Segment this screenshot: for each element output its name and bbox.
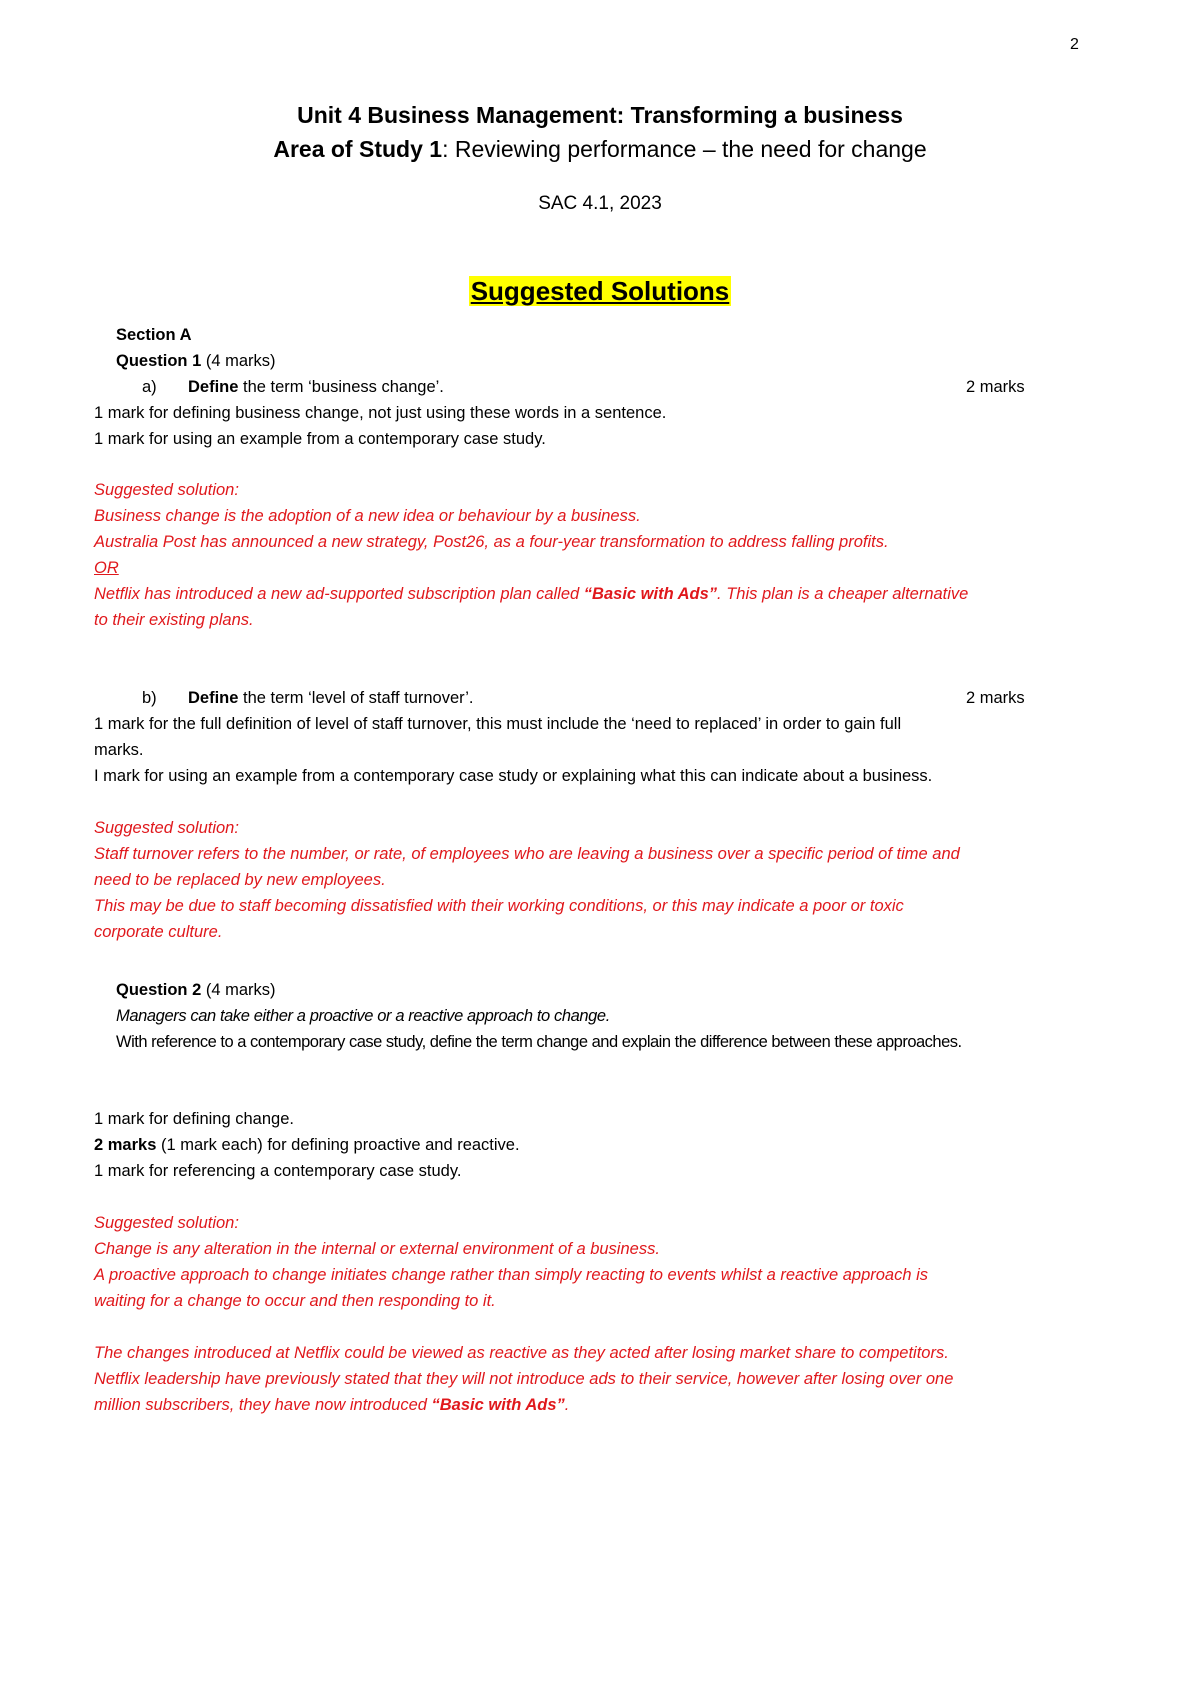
q2-prompt: With reference to a contemporary case study, define the term change and explain the difference between these approaches. (116, 1033, 962, 1051)
q2-criteria-2-bold: 2 marks (94, 1136, 157, 1154)
area-text: : Reviewing performance – the need for change (442, 136, 927, 162)
q2-prompt-italic: Managers can take either a proactive or a reactive approach to change. (116, 1007, 610, 1025)
q1a-marks: 2 marks (966, 378, 1025, 396)
q2-title: Question 2 (116, 981, 202, 999)
q1a-text: the term ‘business change’. (238, 378, 444, 396)
q2-solution-label: Suggested solution: (94, 1214, 239, 1232)
q2-netflix-1: The changes introduced at Netflix could be viewed as reactive as they acted after losing market share to competitors. (94, 1344, 949, 1362)
area-label: Area of Study 1 (273, 136, 443, 162)
q1a-verb: Define (188, 378, 239, 396)
q1a-netflix-bold: “Basic with Ads” (583, 585, 718, 603)
q1a-netflix-end: . This plan is a cheaper alternative (717, 585, 969, 603)
document-title: Unit 4 Business Management: Transforming a business (297, 102, 903, 128)
sac-label: SAC 4.1, 2023 (538, 193, 662, 214)
q2-criteria-3: 1 mark for referencing a contemporary case study. (94, 1162, 462, 1180)
q1b-solution-2: need to be replaced by new employees. (94, 871, 386, 889)
q2-solution-3: waiting for a change to occur and then responding to it. (94, 1292, 496, 1310)
q1b-marks: 2 marks (966, 689, 1025, 707)
q2-solution-1: Change is any alteration in the internal or external environment of a business. (94, 1240, 660, 1258)
q1a-label: a) (142, 378, 157, 396)
q1b-criteria-2: marks. (94, 741, 144, 759)
q1b-criteria-1: 1 mark for the full definition of level of staff turnover, this must include the ‘need to replaced’ in order to gain full (94, 715, 902, 733)
q2-last-bold: “Basic with Ads” (431, 1396, 565, 1414)
q1b-verb: Define (188, 689, 239, 707)
q1a-question (188, 374, 444, 400)
q1a-solution-label: Suggested solution: (94, 481, 239, 499)
area-of-study (0, 136, 1200, 163)
q1b-solution-1: Staff turnover refers to the number, or rate, of employees who are leaving a business over a specific period of time and (94, 845, 960, 863)
q1b-solution-4: corporate culture. (94, 923, 223, 941)
q2-last-end: . (564, 1396, 570, 1414)
q1b-solution-3: This may be due to staff becoming dissatisfied with their working conditions, or this may indicate a poor or toxic (94, 897, 904, 915)
q1b-text: the term ‘level of staff turnover’. (238, 689, 474, 707)
q2-criteria-2-rest: (1 mark each) for defining proactive and reactive. (156, 1136, 520, 1154)
q1b-criteria-3: I mark for using an example from a contemporary case study or explaining what this can indicate about a business. (94, 767, 933, 785)
q2-last-start: million subscribers, they have now introduced (94, 1396, 432, 1414)
section-a-heading: Section A (116, 326, 192, 344)
q1-heading (116, 348, 276, 374)
q2-solution-2: A proactive approach to change initiates change rather than simply reacting to events whilst a reactive approach is (94, 1266, 929, 1284)
q2-criteria-2 (94, 1132, 520, 1158)
q1a-netflix-start: Netflix has introduced a new ad-supported subscription plan called (94, 585, 584, 603)
q1-title: Question 1 (116, 352, 202, 370)
q1a-netflix-line2: to their existing plans. (94, 611, 254, 629)
q1a-or: OR (94, 559, 119, 577)
q1a-criteria-1: 1 mark for defining business change, not just using these words in a sentence. (94, 404, 667, 422)
q1a-criteria-2: 1 mark for using an example from a contemporary case study. (94, 430, 546, 448)
q2-netflix-2: Netflix leadership have previously stated that they will not introduce ads to their service, however after losing over one (94, 1370, 954, 1388)
q1b-label: b) (142, 689, 157, 707)
q2-criteria-1: 1 mark for defining change. (94, 1110, 294, 1128)
page-number: 2 (1070, 36, 1079, 53)
q1a-solution-1: Business change is the adoption of a new idea or behaviour by a business. (94, 507, 641, 525)
solutions-title: Suggested Solutions (470, 276, 730, 306)
q1b-question (188, 685, 474, 711)
q2-netflix-3 (94, 1392, 569, 1418)
q1b-solution-label: Suggested solution: (94, 819, 239, 837)
solutions-title-wrap (0, 276, 1200, 307)
q1a-solution-2: Australia Post has announced a new strategy, Post26, as a four-year transformation to address falling profits. (94, 533, 889, 551)
q1a-netflix-line1 (94, 581, 968, 607)
q2-marks: (4 marks) (205, 981, 276, 999)
q1-marks: (4 marks) (205, 352, 276, 370)
q2-heading (116, 977, 276, 1003)
